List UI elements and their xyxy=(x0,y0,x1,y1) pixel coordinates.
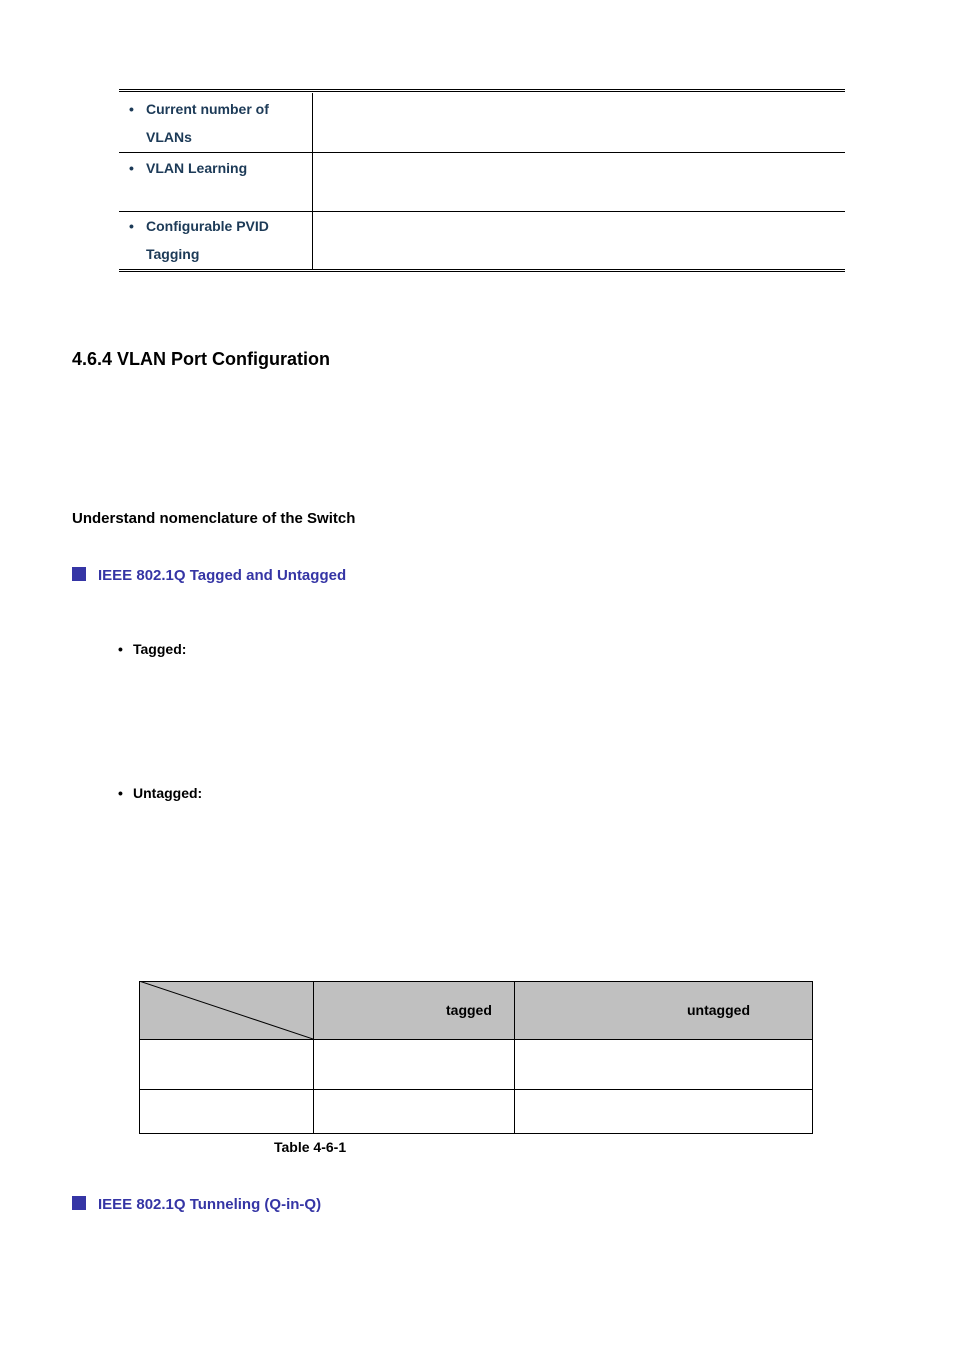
table-caption: Table 4-6-1 xyxy=(274,1139,347,1155)
tunneling-heading: IEEE 802.1Q Tunneling (Q-in-Q) xyxy=(72,1196,321,1213)
tag-comparison-table xyxy=(139,981,813,1134)
square-bullet-icon xyxy=(72,1196,86,1210)
table-row-divider xyxy=(119,152,845,153)
table-top-rule xyxy=(119,89,845,92)
column-header-tagged: tagged xyxy=(446,1002,492,1018)
subheading: Understand nomenclature of the Switch xyxy=(72,510,356,527)
param-configurable-pvid-tagging: • Configurable PVID Tagging xyxy=(129,212,299,268)
tagged-bullet: • Tagged: xyxy=(118,641,187,657)
table-column-divider xyxy=(312,93,313,270)
column-header-untagged: untagged xyxy=(687,1002,750,1018)
section-heading: 4.6.4 VLAN Port Configuration xyxy=(72,349,331,369)
tagging-heading: IEEE 802.1Q Tagged and Untagged xyxy=(72,567,346,584)
param-vlan-learning: • VLAN Learning xyxy=(129,154,299,182)
untagged-bullet: • Untagged: xyxy=(118,785,203,801)
parameter-table xyxy=(119,89,845,275)
bullet-icon: • xyxy=(129,218,134,234)
table-bottom-rule xyxy=(119,269,845,272)
bullet-icon: • xyxy=(118,641,123,657)
table-border xyxy=(139,981,813,1134)
param-current-number-of-vlans: • Current number of VLANs xyxy=(129,95,299,151)
bullet-icon: • xyxy=(129,101,134,117)
bullet-icon: • xyxy=(118,785,123,801)
square-bullet-icon xyxy=(72,567,86,581)
bullet-icon: • xyxy=(129,160,134,176)
